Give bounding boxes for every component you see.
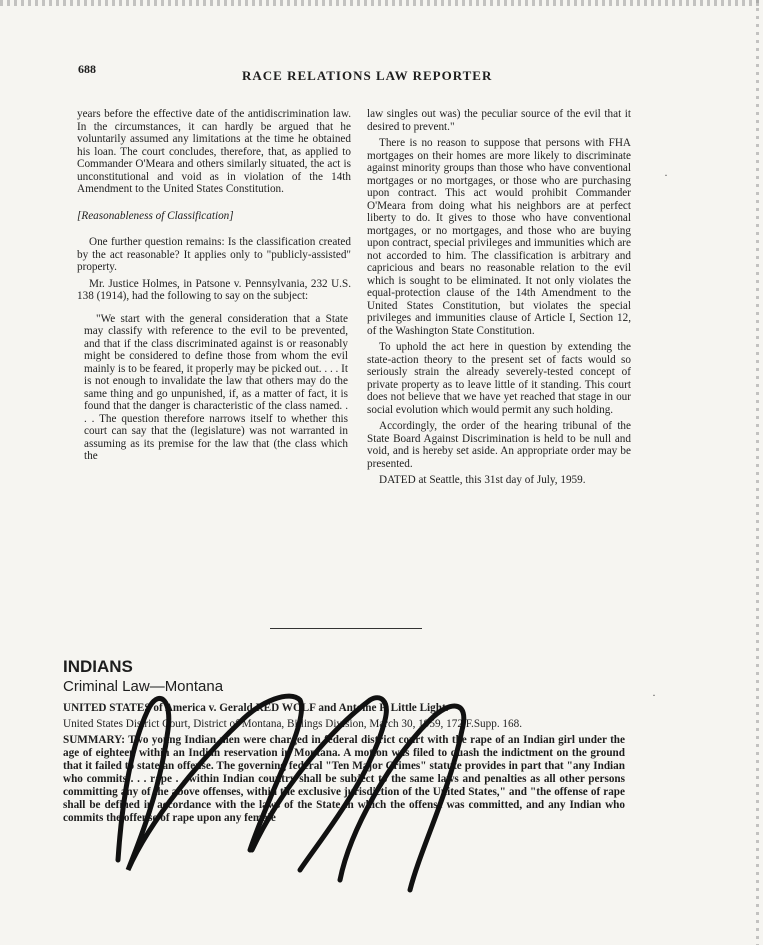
case-entry [63, 702, 625, 828]
left-column [77, 108, 351, 467]
perforation-right [756, 0, 759, 945]
case-title: UNITED STATES of America v. Gerald RED WOLF and Antoine P. Little Light. [63, 702, 449, 714]
left-paragraph-1: years before the effective date of the antidiscrimination law. In the circumstances, it can hardly be argued that he voluntarily assumed any limitations at the time he obtained his loan. The court concludes, therefore, that, as applied to Commander O'Meara and others similarly situated, the act is unconstitutional and void as in violation of the 14th Amendment to the United States Constitution. [77, 108, 351, 195]
running-head: RACE RELATIONS LAW REPORTER [242, 68, 493, 83]
summary-text: Two young Indian men were charged in federal district court with the rape of an Indian girl under the age of eighteen within an Indian reservation in Montana. A motion was filed to quash the indictment on the ground that it failed to state an offense. The governing federal "Ten Major Crimes" statute provides in part that "any Indian who commits . . . rape . . within Indian country shall be subject to the same laws and penalties as all other persons committing any of the above offenses, within the exclusive jurisdiction of the United States," and "the offense of rape shall be defined in accordance with the laws of the State in which the offense was committed, and any Indian who commits the offense of rape upon any female [63, 734, 625, 824]
left-paragraph-2: One further question remains: Is the classification created by the act reasonable? It applies only to "publicly-assisted" property. [77, 236, 351, 273]
right-paragraph-3: To uphold the act here in question by extending the state-action theory to the present set of facts would so seriously strain the already severely-tested concept of private property as to leave little of it standing. This court does not believe that we have yet reached that stage in our social evolution which would permit any such holding. [367, 341, 631, 416]
section-title: INDIANS [63, 657, 133, 676]
right-column [367, 108, 631, 491]
perforation-top [0, 0, 763, 6]
subheading: [Reasonableness of Classification] [77, 209, 234, 222]
holmes-quote: "We start with the general consideration that a State may classify with reference to the evil to be prevented, and that if the class discriminated against is or reasonably might be considered to define those from whom the evil mainly is to be feared, it properly may be picked out. . . . It is not enough to invalidate the law that others may do the same thing and go unpunished, if, as a matter of fact, it is found that the danger is characteristic of the class named. . . . The question therefore narrows itself to whether this court can say that the (legislature) was not warranted in assuming as its premise for the law that (the class which the [84, 312, 348, 462]
court-line: United States District Court, District of Montana, Billings Division, March 30, 1959, 172 F.Supp. 168. [63, 718, 523, 730]
margin-dot: · [652, 688, 656, 702]
right-paragraph-4: Accordingly, the order of the hearing tribunal of the State Board Against Discrimination is held to be null and void, and is hereby set aside. An appropriate order may be presented. [367, 420, 631, 470]
right-paragraph-1: law singles out was) the peculiar source of the evil that it desired to prevent." [367, 108, 631, 133]
section-divider [270, 628, 422, 629]
summary-label: SUMMARY: [63, 734, 125, 746]
case-summary [63, 734, 625, 825]
left-paragraph-3: Mr. Justice Holmes, in Patsone v. Pennsylvania, 232 U.S. 138 (1914), had the following to say on the subject: [77, 277, 351, 302]
section-subtitle: Criminal Law—Montana [63, 678, 224, 695]
margin-dot: · [664, 168, 668, 182]
dated-line: DATED at Seattle, this 31st day of July, 1959. [379, 474, 586, 486]
right-paragraph-2: There is no reason to suppose that persons with FHA mortgages on their homes are more likely to discriminate against minority groups than those who have conventional mortgages or no mortgages, or those who are purchasing upon contract. This act would prohibit Commander O'Meara from doing what his neighbors are at perfect liberty to do. It gives to those who have conventional mortgages, or no mortgages, and those who are buying upon contract, special privileges and immunities which are not accorded to him. The classification is arbitrary and capricious and bears no reasonable relation to the evil which is sought to be eliminated. It not only violates the equal-protection clause of the 14th Amendment to the United States Constitution, but violates the special privileges and immunities clause of Article I, Section 12, of the Washington State Constitution. [367, 137, 631, 337]
page-number: 688 [78, 62, 96, 76]
